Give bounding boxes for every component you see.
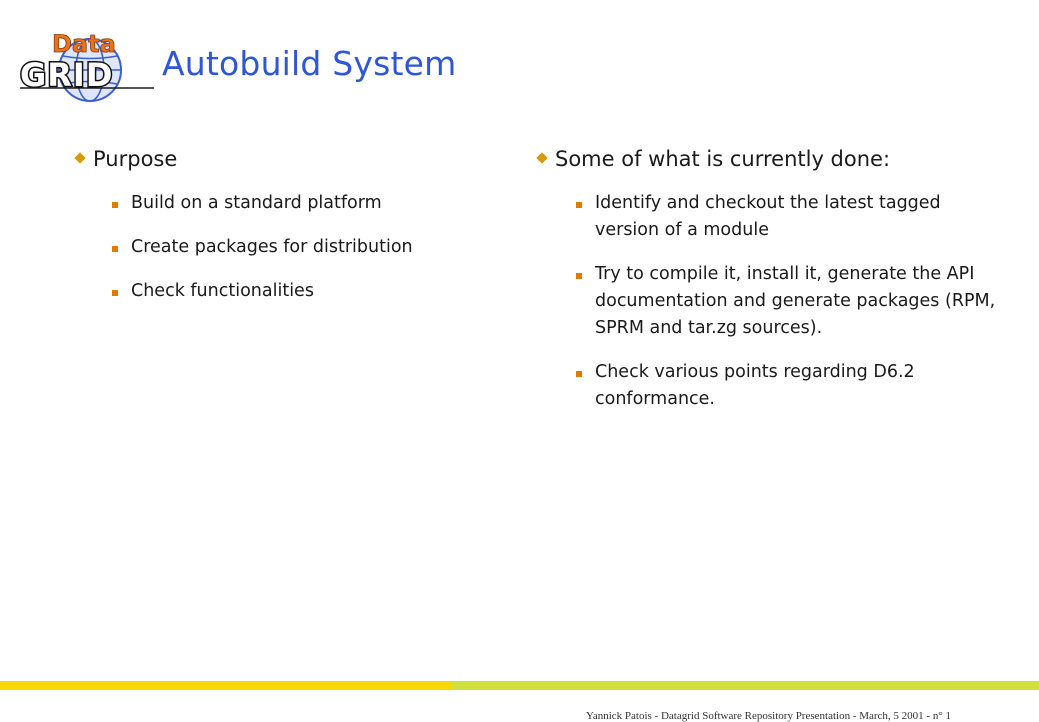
purpose-list [76, 190, 516, 305]
current-work-heading-text: Some of what is currently done: [555, 147, 891, 171]
square-bullet-icon [576, 273, 582, 279]
list-item-text: Build on a standard platform [131, 193, 382, 213]
footer-bar-yellow [0, 681, 452, 690]
logo-grid-text: GRID [20, 56, 114, 94]
footer-bar-green [452, 681, 1039, 690]
list-item [538, 359, 1008, 413]
list-item-text: Try to compile it, install it, generate the API documentation and generate packages (RPM, SPRM and tar.zg sources). [595, 264, 996, 338]
datagrid-logo-graphic [18, 28, 158, 106]
square-bullet-icon [576, 371, 582, 377]
list-item [76, 190, 516, 217]
square-bullet-icon [112, 246, 118, 252]
list-item [76, 234, 516, 261]
slide-title: Autobuild System [162, 44, 457, 83]
square-bullet-icon [112, 290, 118, 296]
diamond-bullet-icon [74, 152, 85, 163]
list-item [76, 278, 516, 305]
square-bullet-icon [576, 202, 582, 208]
list-item-text: Check various points regarding D6.2 conformance. [595, 362, 915, 409]
list-item-text: Check functionalities [131, 281, 314, 301]
logo-data-text: Data [52, 30, 116, 58]
current-work-section [538, 146, 1008, 430]
list-item-text: Create packages for distribution [131, 237, 413, 257]
footer-text: Yannick Patois - Datagrid Software Repository Presentation - March, 5 2001 - n° 1 [586, 710, 951, 722]
square-bullet-icon [112, 202, 118, 208]
purpose-heading [76, 146, 516, 172]
list-item-text: Identify and checkout the latest tagged version of a module [595, 193, 941, 240]
purpose-section [76, 146, 516, 322]
list-item [538, 190, 1008, 244]
diamond-bullet-icon [536, 152, 547, 163]
current-work-heading [538, 146, 1008, 172]
footer-bar [0, 681, 1039, 690]
purpose-heading-text: Purpose [93, 147, 178, 171]
datagrid-logo [18, 28, 158, 106]
current-work-list [538, 190, 1008, 413]
list-item [538, 261, 1008, 342]
